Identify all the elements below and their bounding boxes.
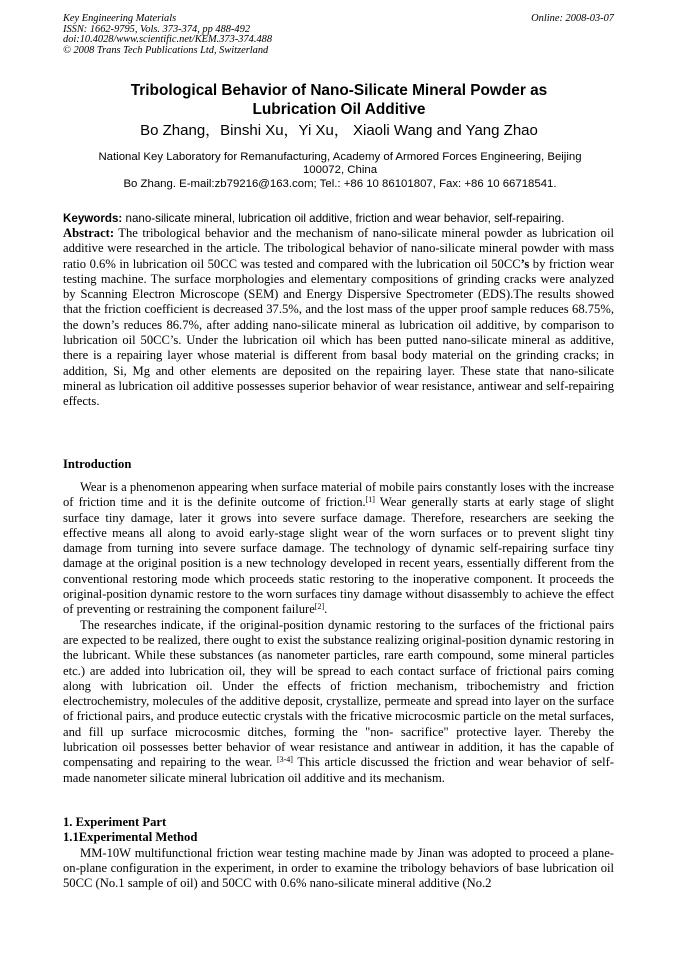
online-date: Online: 2008-03-07	[531, 13, 614, 24]
keywords	[63, 211, 614, 226]
issn-line: ISSN: 1662-9795, Vols. 373-374, pp 488-492	[63, 23, 251, 35]
abstract	[63, 226, 614, 410]
intro-paragraph-2	[63, 618, 614, 786]
experiment-section	[63, 815, 614, 891]
journal-header	[63, 14, 272, 56]
intro-p2-text-a: The researches indicate, if the original-position dynamic restoring to the surfaces of the frictional pairs are expected to be realized, there ought to exist the substance realizing original-position dynamic restoring in the lubricant. While these substances (as nanometer particles, rare earth compound, some mineral particles etc.) are added into lubrication oil, they will be spread to each contact surface of frictional pairs coming along with lubrication oil. Under the effects of friction mechanism, tribochemistry and friction electrochemistry, molecules of the additive deposit, crystallize, permeate and spread into layer on the surface of frictional pairs, and produce eutectic crystals with the fricative microcosmic particle on the metal surfaces, and fill up surface microcosmic ditches, forming the "non- sacrifice" protective layer. Thereby the lubrication oil possesses better behavior of wear resistance and antiwear in addition, it has the capable of compensating and repairing to the wear.	[63, 617, 614, 770]
intro-p1-text-a: Wear is a phenomenon appearing when surface material of mobile pairs constantly loses with the increase of friction time and it is the definite outcome of friction.	[63, 480, 614, 510]
introduction-body	[63, 480, 614, 786]
abstract-text-bold: ’s	[520, 256, 530, 271]
introduction-heading: Introduction	[63, 457, 132, 471]
contact-info: Bo Zhang. E-mail:zb79216@163.com; Tel.: +86 10 86101807, Fax: +86 10 66718541.	[123, 177, 557, 190]
abstract-label: Abstract:	[63, 226, 115, 240]
experiment-paragraph: MM-10W multifunctional friction wear testing machine made by Jinan was adopted to proceed a plane-on-plane configuration in the experiment, in order to examine the tribology behaviors of base lubrication oil 50CC (No.1 sample of oil) and 50CC with 0.6% nano-silicate mineral additive (No.2	[63, 845, 614, 891]
intro-p1-text-c: .	[324, 602, 328, 617]
intro-paragraph-1	[63, 480, 614, 618]
journal-name: Key Engineering Materials	[63, 13, 177, 24]
abstract-text-2: by friction wear testing machine. The surface morphologies and elementary compositions of grinding cracks were analyzed by Scanning Electron Microscope (SEM) and Energy Dispersive Spectrometer (EDS).The results showed that the friction coefficient is decreased 37.5%, and the lost mass of the upper proof sample reduces 68.75%, the down’s reduces 86.7%, after adding nano-silicate mineral as lubrication oil additive, by comparison to lubrication oil 50CC’s. Under the lubrication oil which has been putted nano-silicate mineral as additive, there is a repairing layer whose material is different from basal body material on the grinding cracks; in addition, Si, Mg and other elements are deposited on the repairing layer. These state that nano-silicate mineral as lubrication oil additive possesses superior behavior of wear resistance, antiwear and self-repairing effects.	[63, 256, 614, 409]
affiliation-line-1: National Key Laboratory for Remanufacturing, Academy of Armored Forces Engineering, Beijing	[98, 151, 582, 163]
abstract-text-1: The tribological behavior and the mechanism of nano-silicate mineral powder as lubrication oil additive were researched in the article. The tribological behavior of nano-silicate mineral powder with mass ratio 0.6% in lubrication oil 50CC was tested and compared with the lubrication oil 50CC	[63, 226, 614, 271]
author-list: Bo Zhang，Binshi Xu，Yi Xu， Xiaoli Wang and Yang Zhao	[140, 122, 538, 139]
section-heading: 1. Experiment Part	[63, 815, 167, 829]
title-line-1: Tribological Behavior of Nano-Silicate Mineral Powder as	[130, 82, 548, 99]
citation-ref: [1]	[365, 495, 375, 505]
copyright-line: © 2008 Trans Tech Publications Ltd, Switzerland	[63, 44, 269, 56]
intro-p2-text-b: This article discussed the friction and wear behavior of self-made nanometer silicate mineral lubrication oil additive and its mechanism.	[63, 755, 614, 785]
paper-title	[0, 81, 678, 119]
doi-line: doi:10.4028/www.scientific.net/KEM.373-374.488	[63, 34, 273, 46]
title-line-2: Lubrication Oil Additive	[252, 101, 426, 118]
affiliation	[60, 151, 620, 191]
citation-ref: [3-4]	[276, 755, 293, 765]
keywords-label: Keywords:	[63, 212, 123, 225]
keywords-text: nano-silicate mineral, lubrication oil additive, friction and wear behavior, self-repairing.	[122, 212, 565, 225]
citation-ref: [2]	[314, 602, 325, 612]
intro-p1-text-b: Wear generally starts at early stage of slight surface tiny damage, later it grows into severe surface damage. Therefore, researchers are seeking the effective means all along to avoid early-stage slight wear of the worn surfaces or to prevent slight tiny damage from turning into severe surface damage. The technology of dynamic self-repairing surface tiny damage at the original position is a new technology developed in recent years, essentially different from the conventional restoring mode which proceeds static restoring to the inoperative component. It proceeds the original-position dynamic restore to the worn surfaces tiny damage without disassembly to achieve the effect of preventing or restraining the component failure	[63, 495, 614, 617]
subsection-heading: 1.1Experimental Method	[63, 830, 198, 845]
affiliation-line-2: 100072, China	[302, 164, 378, 177]
